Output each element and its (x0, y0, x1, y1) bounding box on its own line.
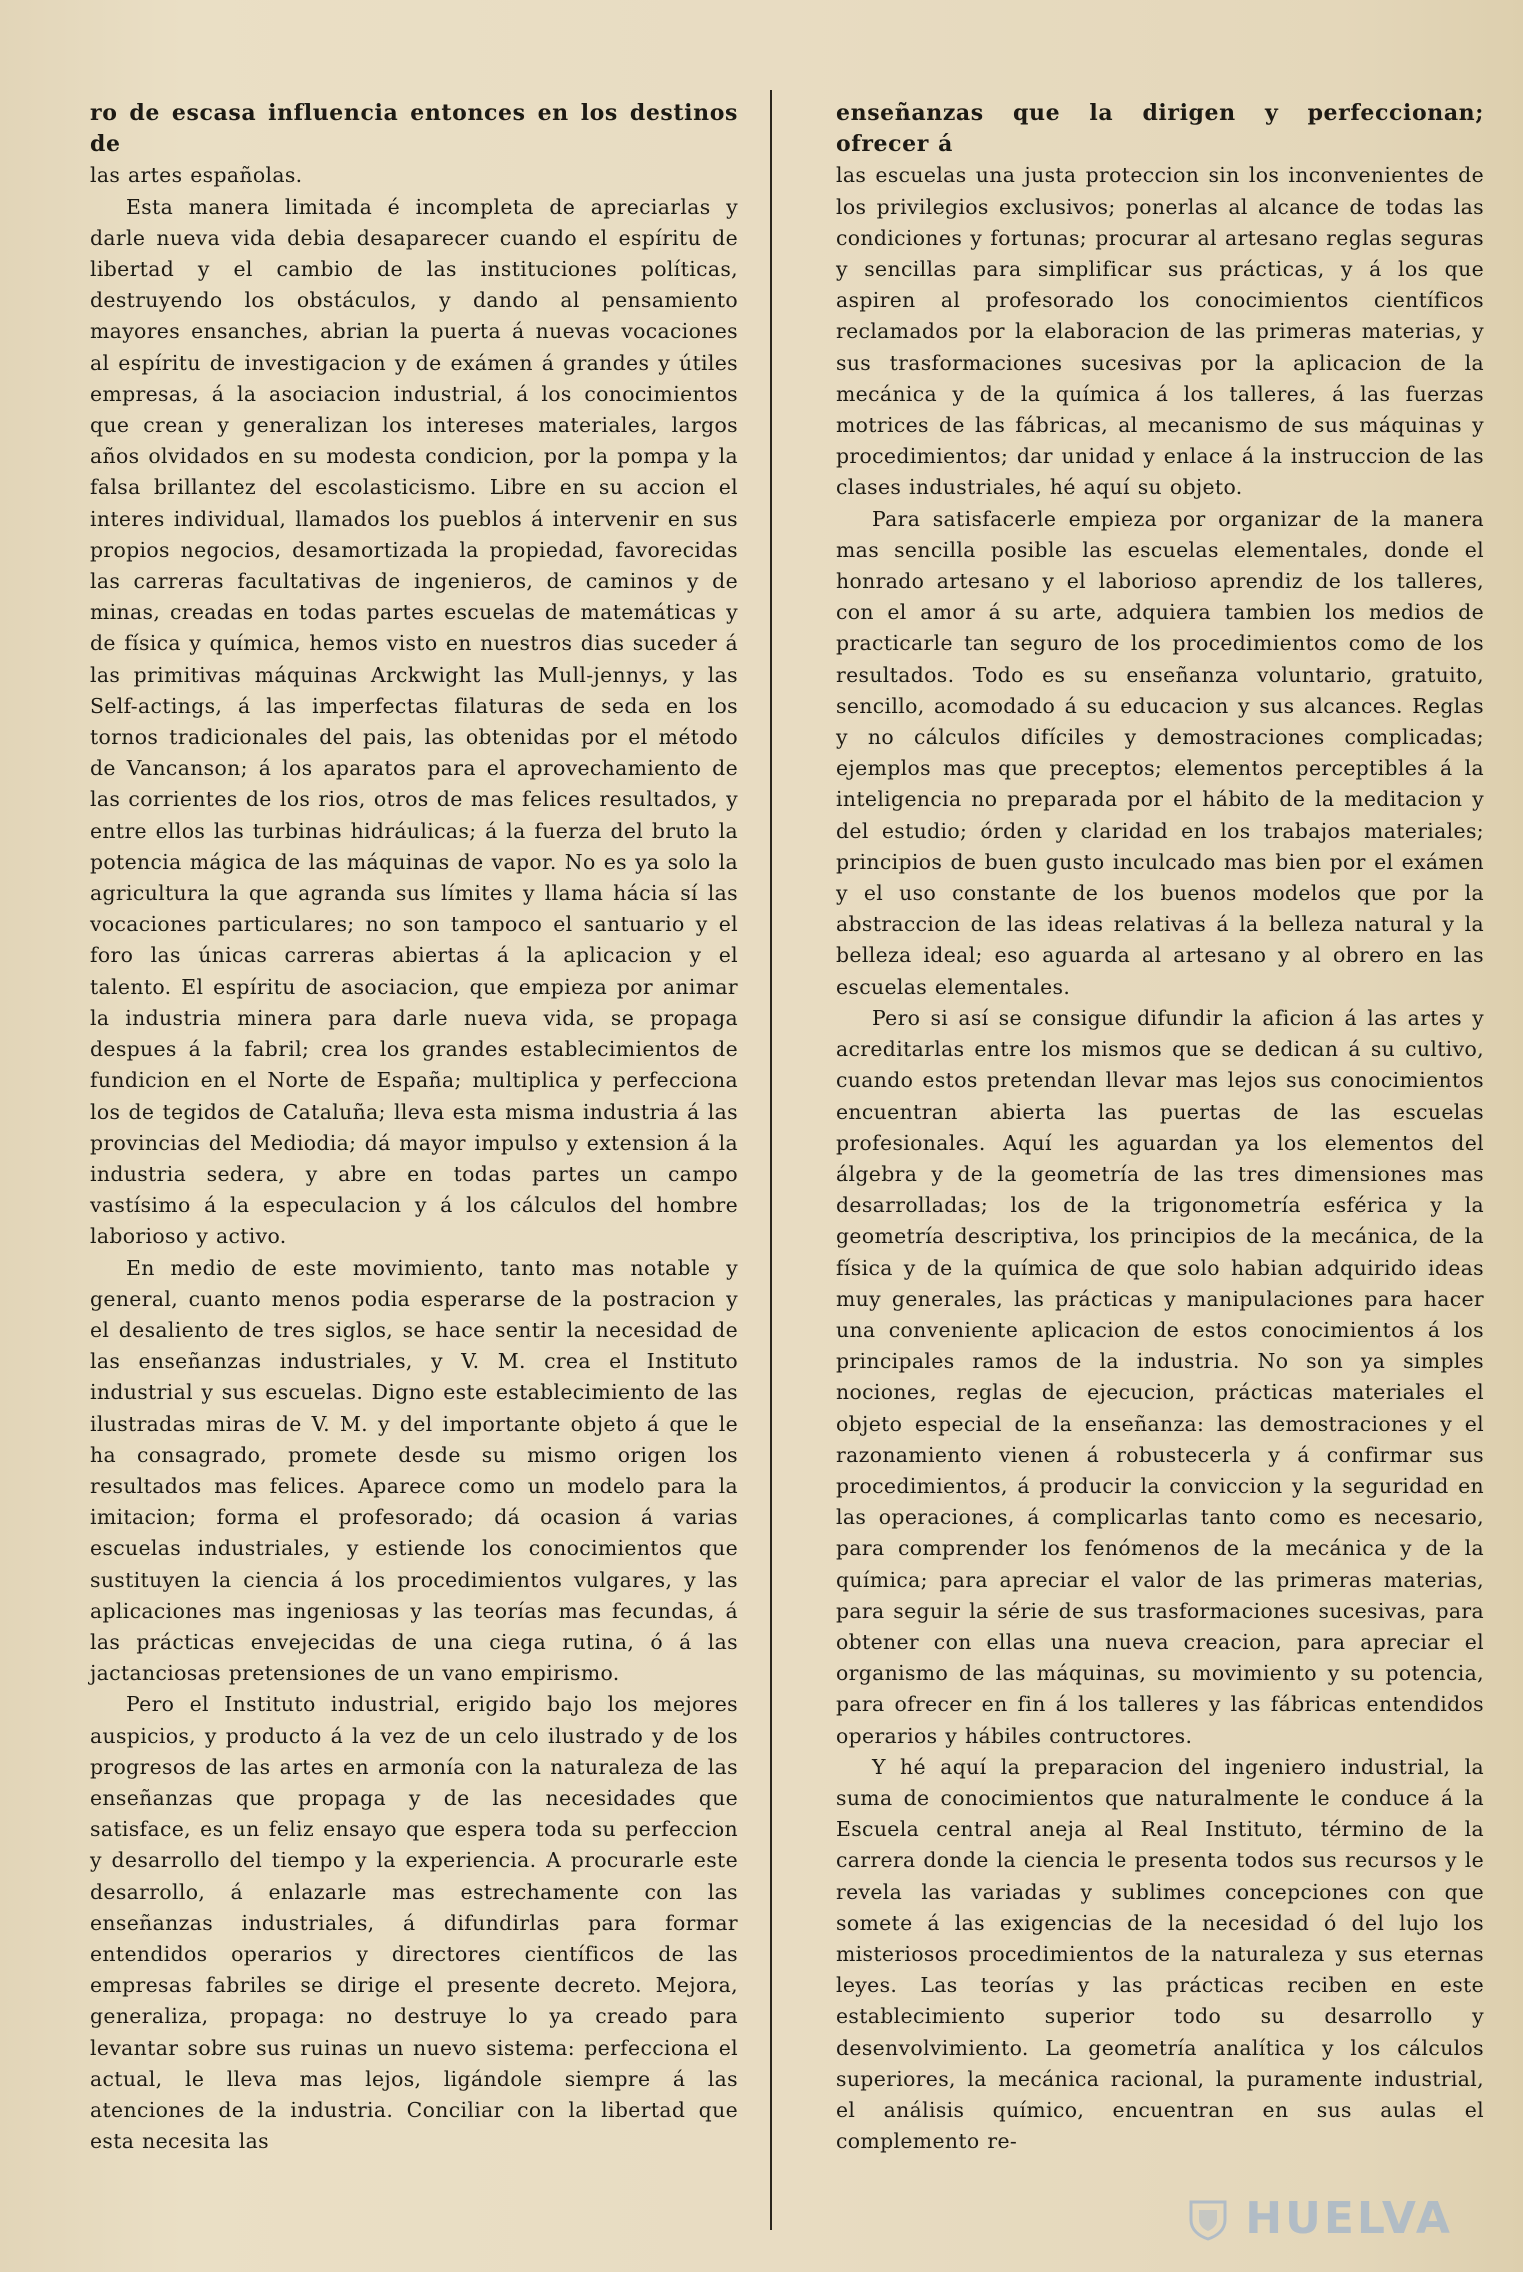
right-opening-paragraph (836, 98, 1484, 504)
watermark-label: HUELVA (1245, 2193, 1453, 2244)
left-opening-paragraph (90, 98, 738, 192)
left-paragraph-1: Esta manera limitada é incompleta de apreciarlas y darle nueva vida debia desaparecer cuando el espíritu de libertad y el cambio de las instituciones políticas, destruyendo los obstáculos, y dando al pensamiento mayores ensanches, abrian la puerta á nuevas vocaciones al espíritu de investigacion y de exámen á grandes y útiles empresas, á la asociacion industrial, á los conocimientos que crean y generalizan los intereses materiales, largos años olvidados en su modesta condicion, por la pompa y la falsa brillantez del escolasticismo. Libre en su accion el interes individual, llamados los pueblos á intervenir en sus propios negocios, desamortizada la propiedad, favorecidas las carreras facultativas de ingenieros, de caminos y de minas, creadas en todas partes escuelas de matemáticas y de física y química, hemos visto en nuestros dias suceder á las primitivas máquinas Arckwight las Mull-jennys, y las Self-actings, á las imperfectas filaturas de seda en los tornos tradicionales del pais, las obtenidas por el método de Vancanson; á los aparatos para el aprovechamiento de las corrientes de los rios, otros de mas felices resultados, y entre ellos las turbinas hidráulicas; á la fuerza del bruto la potencia mágica de las máquinas de vapor. No es ya solo la agricultura la que agranda sus límites y llama hácia sí las vocaciones particulares; no son tampoco el santuario y el foro las únicas carreras abiertas á la aplicacion y el talento. El espíritu de asociacion, que empieza por animar la industria minera para darle nueva vida, se propaga despues á la fabril; crea los grandes establecimientos de fundicion en el Norte de España; multiplica y perfecciona los de tegidos de Cataluña; lleva esta misma industria á las provincias del Mediodia; dá mayor impulso y extension á la industria sedera, y abre en todas partes un campo vastísimo á la especulacion y á los cálculos del hombre laborioso y activo. (90, 194, 738, 1249)
left-column (90, 98, 738, 2157)
left-lead-line: ro de escasa influencia entonces en los destinos de (90, 100, 738, 158)
right-paragraph-3: Y hé aquí la preparacion del ingeniero industrial, la suma de conocimientos que naturalmente le conduce á la Escuela central aneja al Real Instituto, término de la carrera donde la ciencia le presenta todos sus recursos y le revela las variadas y sublimes concepciones con que somete á las exigencias de la necesidad ó del lujo los misteriosos procedimientos de la naturaleza y sus eternas leyes. Las teorías y las prácticas reciben en este establecimiento superior todo su desarrollo y desenvolvimiento. La geometría analítica y los cálculos superiores, la mecánica racional, la puramente industrial, el análisis químico, encuentran en sus aulas el complemento re- (836, 1754, 1484, 2154)
right-paragraph-2: Pero si así se consigue difundir la aficion á las artes y acreditarlas entre los mismos que se dedican á su cultivo, cuando estos pretendan llevar mas lejos sus conocimientos encuentran abierta las puertas de las escuelas profesionales. Aquí les aguardan ya los elementos del álgebra y de la geometría de las tres dimensiones mas desarrolladas; los de la trigonometría esférica y la geometría descriptiva, los principios de la mecánica, de la física y de la química de que solo habian adquirido ideas muy generales, las prácticas y manipulaciones para hacer una conveniente aplicacion de estos conocimientos á los principales ramos de la industria. No son ya simples nociones, reglas de ejecucion, prácticas materiales el objeto especial de la enseñanza: las demostraciones y el razonamiento vienen á robustecerla y á confirmar sus procedimientos, á producir la conviccion y la seguridad en las operaciones, á complicarlas tanto como es necesario, para comprender los fenómenos de la mecánica y de la química; para apreciar el valor de las primeras materias, para seguir la série de sus trasformaciones sucesivas, para obtener con ellas una nueva creacion, para apreciar el organismo de las máquinas, su movimiento y su potencia, para ofrecer en fin á los talleres y las fábricas entendidos operarios y hábiles contructores. (836, 1005, 1484, 1748)
right-lead-line: enseñanzas que la dirigen y perfeccionan; ofrecer á (836, 100, 1484, 158)
right-lead-continuation: las escuelas una justa proteccion sin los inconvenientes de los privilegios exclusivos; ponerlas al alcance de todas las condiciones y fortunas; procurar al artesano reglas seguras y sencillas para simplificar sus prácticas, y á los que aspiren al profesorado los conocimientos científicos reclamados por la elaboracion de las primeras materias, y sus trasformaciones sucesivas por la aplicacion de la mecánica y de la química á los talleres, á las fuerzas motrices de las fábricas, al mecanismo de sus máquinas y procedimientos; dar unidad y enlace á la instruccion de las clases industriales, hé aquí su objeto. (836, 163, 1484, 500)
left-paragraph-2: En medio de este movimiento, tanto mas notable y general, cuanto menos podia esperarse de la postracion y el desaliento de tres siglos, se hace sentir la necesidad de las enseñanzas industriales, y V. M. crea el Instituto industrial y sus escuelas. Digno este establecimiento de las ilustradas miras de V. M. y del importante objeto á que le ha consagrado, promete desde su mismo origen los resultados mas felices. Aparece como un modelo para la imitacion; forma el profesorado; dá ocasion á varias escuelas industriales, y estiende los conocimientos que sustituyen la ciencia á los procedimientos vulgares, y las aplicaciones mas ingeniosas y las teorías mas fecundas, á las prácticas envejecidas de una ciega rutina, ó á las jactanciosas pretensiones de un vano empirismo. (90, 1255, 738, 1686)
archive-watermark (1185, 2193, 1453, 2244)
column-divider (770, 90, 772, 2230)
crest-icon (1185, 2196, 1231, 2242)
right-column (836, 98, 1484, 2157)
left-lead-continuation: las artes españolas. (90, 163, 303, 188)
left-paragraph-3: Pero el Instituto industrial, erigido bajo los mejores auspicios, y producto á la vez de un celo ilustrado y de los progresos de las artes en armonía con la naturaleza de las enseñanzas que propaga y de las necesidades que satisface, es un feliz ensayo que espera toda su perfeccion y desarrollo del tiempo y la experiencia. A procurarle este desarrollo, á enlazarle mas estrechamente con las enseñanzas industriales, á difundirlas para formar entendidos operarios y directores científicos de las empresas fabriles se dirige el presente decreto. Mejora, generaliza, propaga: no destruye lo ya creado para levantar sobre sus ruinas un nuevo sistema: perfecciona el actual, le lleva mas lejos, ligándole siempre á las atenciones de la industria. Conciliar con la libertad que esta necesita las (90, 1692, 738, 2154)
right-paragraph-1: Para satisfacerle empieza por organizar de la manera mas sencilla posible las escuelas elementales, donde el honrado artesano y el laborioso aprendiz de los talleres, con el amor á su arte, adquiera tambien los medios de practicarle tan seguro de los procedimientos como de los resultados. Todo es su enseñanza voluntario, gratuito, sencillo, acomodado á su educacion y sus alcances. Reglas y no cálculos difíciles y demostraciones complicadas; ejemplos mas que preceptos; elementos perceptibles á la inteligencia no preparada por el hábito de la meditacion y del estudio; órden y claridad en los trabajos materiales; principios de buen gusto inculcado mas bien por el exámen y el uso constante de los buenos modelos que por la abstraccion de las ideas relativas á la belleza natural y la belleza ideal; eso aguarda al artesano y al obrero en las escuelas elementales. (836, 506, 1484, 999)
